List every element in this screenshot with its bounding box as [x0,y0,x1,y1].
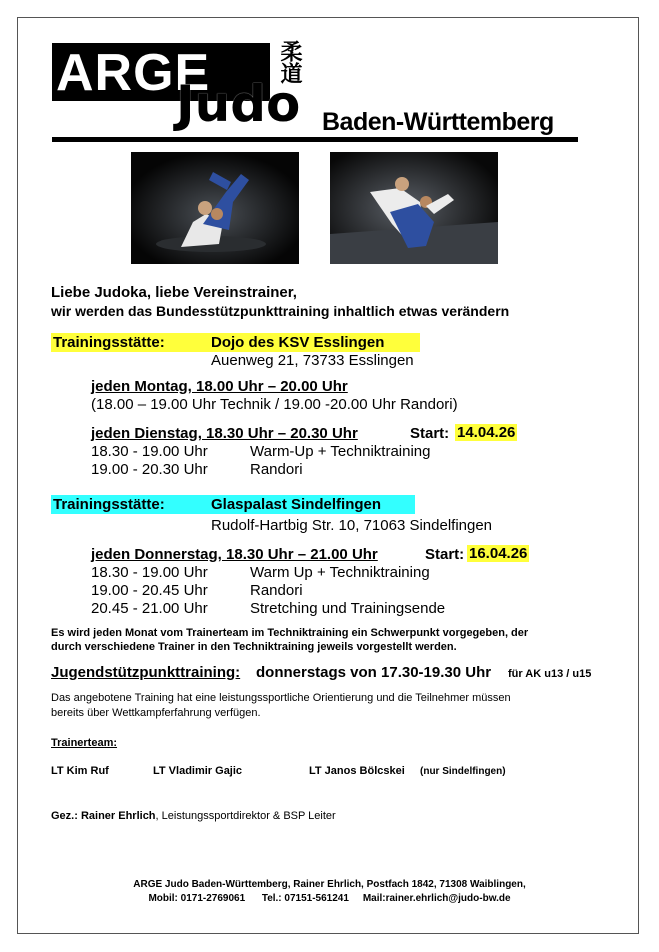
judo-photo-2 [330,152,498,264]
trainer-1: LT Kim Ruf [51,765,109,777]
venue2-row-1-activity: Warm Up + Techniktraining [250,564,430,581]
venue2-row-2-activity: Randori [250,582,303,599]
logo-region: Baden-Württemberg [322,108,554,136]
judo-throw-illustration-2 [330,152,498,264]
venue2-label: Trainingsstätte: [53,496,165,513]
venue1-row-2-activity: Randori [250,461,303,478]
venue1-start-label: Start: [410,425,450,442]
intro-line-2: wir werden das Bundesstützpunkttraining inhaltlich etwas verändern [51,303,510,319]
judo-photo-1 [131,152,299,264]
logo-arge: ARGE [56,44,211,102]
trainers-heading: Trainerteam: [51,737,118,749]
logo-judo: Judo [176,75,301,133]
venue1-start-date: 14.04.26 [457,424,516,441]
venue2-row-3-time: 20.45 - 21.00 Uhr [91,600,208,617]
signature [51,810,336,822]
venue1-name: Dojo des KSV Esslingen [211,334,385,351]
trainer-3: LT Janos Bölcskei [309,765,405,777]
signature-role: , Leistungssportdirektor & BSP Leiter [155,810,336,822]
venue1-label: Trainingsstätte: [53,334,165,351]
venue1-row-1-activity: Warm-Up + Techniktraining [250,443,431,460]
trainer-2: LT Vladimir Gajic [153,765,243,777]
logo-underline [52,137,578,142]
venue2-row-2-time: 19.00 - 20.45 Uhr [91,582,208,599]
youth-schedule: donnerstags von 17.30-19.30 Uhr [256,664,492,681]
venue1-address: Auenweg 21, 73733 Esslingen [211,352,414,369]
venue2-name: Glaspalast Sindelfingen [211,496,382,513]
venue1-session1-day: jeden Montag, 18.00 Uhr – 20.00 Uhr [91,378,348,395]
venue2-row-1-time: 18.30 - 19.00 Uhr [91,564,208,581]
venue2-address: Rudolf-Hartbig Str. 10, 71063 Sindelfingen [211,517,493,534]
venue2-session-day: jeden Donnerstag, 18.30 Uhr – 21.00 Uhr [91,546,378,563]
venue1-row-1-time: 18.30 - 19.00 Uhr [91,443,208,460]
venue1-session1-detail: (18.00 – 19.00 Uhr Technik / 19.00 -20.00 Uhr Randori) [91,396,458,413]
note-line-1: Es wird jeden Monat vom Trainerteam im Techniktraining ein Schwerpunkt vorgegeben, der [51,627,529,639]
venue2-start-date: 16.04.26 [469,545,528,562]
note-line-2: durch verschiedene Trainer in den Techniktraining jeweils vorgestellt werden. [51,641,457,653]
youth-label: Jugendstützpunkttraining: [51,664,241,681]
signature-name: Gez.: Rainer Ehrlich [51,810,156,822]
logo-kanji: 柔道 [277,40,303,84]
venue1-session2-day: jeden Dienstag, 18.30 Uhr – 20.30 Uhr [91,425,358,442]
orientation-line-1: Das angebotene Training hat eine leistungssportliche Orientierung und die Teilnehmer müssen [51,692,511,704]
venue1-row-2-time: 19.00 - 20.30 Uhr [91,461,208,478]
venue2-start-label: Start: [425,546,465,563]
orientation-line-2: bereits über Wettkampferfahrung verfügen. [51,707,261,719]
judo-throw-illustration-1 [131,152,299,264]
intro-line-1: Liebe Judoka, liebe Vereinstrainer, [51,284,297,301]
footer-line-1: ARGE Judo Baden-Württemberg, Rainer Ehrlich, Postfach 1842, 71308 Waiblingen, [133,879,526,890]
venue2-row-3-activity: Stretching und Trainingsende [250,600,446,617]
footer-line-2: Mobil: 0171-2769061 Tel.: 07151-561241 Mail:rainer.ehrlich@judo-bw.de [148,893,511,904]
youth-age: für AK u13 / u15 [508,668,592,680]
trainer-3-note: (nur Sindelfingen) [420,766,506,777]
